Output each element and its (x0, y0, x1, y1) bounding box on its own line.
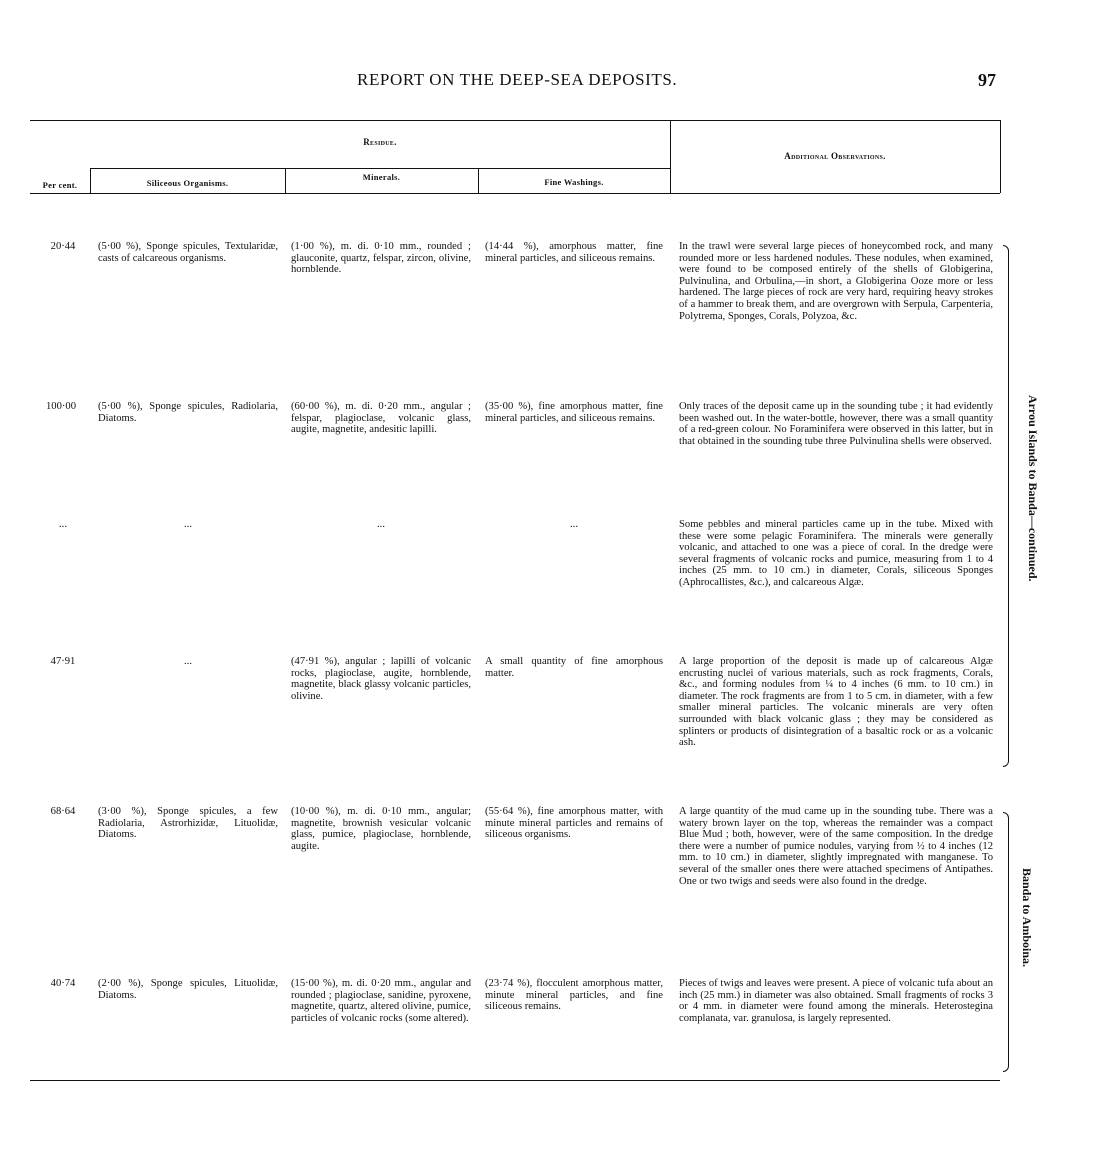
row2-fine-washings: (35·00 %), fine amorphous matter, fine mineral particles, and siliceous remains. (485, 401, 663, 424)
group2-brace (1003, 812, 1009, 1072)
row3-minerals: ... (377, 519, 385, 530)
row3-per-cent: ... (59, 519, 67, 530)
row4-minerals: (47·91 %), angular ; lapilli of volcanic rocks, plagioclase, augite, hornblende, magnetite, black glassy volcanic particles, olivine. (291, 656, 471, 702)
side-label-group2: Banda to Amboina. (1020, 868, 1034, 968)
row4-per-cent: 47·91 (50, 656, 76, 667)
row3-fine-washings: ... (570, 519, 578, 530)
row1-minerals: (1·00 %), m. di. 0·10 mm., rounded ; glauconite, quartz, felspar, zircon, olivine, hornblende. (291, 241, 471, 276)
row1-siliceous: (5·00 %), Sponge spicules, Textularidæ, casts of calcareous organisms. (98, 241, 278, 264)
row3-observations: Some pebbles and mineral particles came up in the tube. Mixed with these were some pelagic Foraminifera. The minerals were generally volcanic, and attached to one was a piece of coral. In the dredge were several fragments of volcanic rocks and pumice, measuring from 1 to 4 inches (25 mm. to 10 cm.) in diameter, Corals, siliceous Sponges (Aphrocallistes, &c.), and calcareous Algæ. (679, 519, 993, 588)
running-head (0, 64, 1100, 98)
row5-minerals: (10·00 %), m. di. 0·10 mm., angular; magnetite, brownish vesicular volcanic glass, pumice, plagioclase, hornblende, augite. (291, 806, 471, 852)
row2-observations: Only traces of the deposit came up in the sounding tube ; it had evidently been washed out. In the water-bottle, however, there was a small quantity of a red-green colour. No Foraminifera were observed in this latter, but in that obtained in the sounding tube three Pulvinulina shells were observed. (679, 401, 993, 447)
row4-fine-washings: A small quantity of fine amorphous matter. (485, 656, 663, 679)
header-fine-washings: Fine Washings. (544, 177, 604, 187)
table-bottom-rule (30, 1080, 1000, 1081)
header-bottom-rule (30, 193, 1000, 194)
row6-fine-washings: (23·74 %), flocculent amorphous matter, minute mineral particles, and fine siliceous remains. (485, 978, 663, 1013)
residue-underline (90, 168, 670, 169)
row5-siliceous: (3·00 %), Sponge spicules, a few Radiolaria, Astrorhizidæ, Lituolidæ, Diatoms. (98, 806, 278, 841)
col-divider-5 (1000, 120, 1001, 193)
table-top-rule (30, 120, 1000, 121)
header-minerals: Minerals. (362, 172, 401, 182)
row6-minerals: (15·00 %), m. di. 0·20 mm., angular and rounded ; plagioclase, sanidine, pyroxene, magnetite, quartz, altered olivine, pumice, particles of volcanic rocks (some altered). (291, 978, 471, 1024)
row6-observations: Pieces of twigs and leaves were present. A piece of volcanic tufa about an inch (25 mm.) in diameter was also obtained. Small fragments of rocks 3 or 4 mm. in diameter were found among the minerals. Heterostegina complanata, var. granulosa, is largely represented. (679, 978, 993, 1024)
header-additional-observations: Additional Observations. (784, 151, 886, 161)
row5-observations: A large quantity of the mud came up in the sounding tube. There was a watery brown layer on the top, whereas the remainder was a compact Blue Mud ; both, however, were of the same composition. In the dredge there were a number of pumice nodules, varying from ½ to 4 inches (12 mm. to 10 cm.) in diameter, slightly impregnated with manganese. To several of the smaller ones there were attached specimens of Antipathes. One or two twigs and seeds were also found in the dredge. (679, 806, 993, 887)
group1-brace (1003, 245, 1009, 767)
row1-per-cent: 20·44 (50, 241, 76, 252)
header-siliceous-organisms: Siliceous Organisms. (146, 178, 229, 188)
row6-per-cent: 40·74 (50, 978, 76, 989)
row2-siliceous: (5·00 %), Sponge spicules, Radiolaria, Diatoms. (98, 401, 278, 424)
header-residue: Residue. (363, 137, 397, 147)
page-number: 97 (978, 70, 996, 90)
row5-per-cent: 68·64 (50, 806, 76, 817)
row6-siliceous: (2·00 %), Sponge spicules, Lituolidæ, Diatoms. (98, 978, 278, 1001)
row1-fine-washings: (14·44 %), amorphous matter, fine mineral particles, and siliceous remains. (485, 241, 663, 264)
row2-minerals: (60·00 %), m. di. 0·20 mm., angular ; felspar, plagioclase, volcanic glass, augite, magnetite, andesitic lapilli. (291, 401, 471, 436)
side-label-group1: Arrou Islands to Banda—continued. (1026, 395, 1040, 582)
row3-siliceous: ... (184, 519, 192, 530)
row5-fine-washings: (55·64 %), fine amorphous matter, with minute mineral particles and remains of siliceous organisms. (485, 806, 663, 841)
row2-per-cent: 100·00 (45, 401, 76, 412)
row4-siliceous: ... (184, 656, 192, 667)
row1-observations: In the trawl were several large pieces of honeycombed rock, and many rounded more or less hardened nodules. These nodules, when examined, were found to be composed entirely of the shells of Globigerina, Pulvinulina, and Orbulina,—in short, a Globigerina Ooze more or less hardened. The large pieces of rock are very hard, requiring heavy strokes of a hammer to break them, and are overgrown with Serpula, Carpenteria, Polytrema, Sponges, Corals, Polyzoa, &c. (679, 241, 993, 322)
header-per-cent: Per cent. (42, 180, 78, 190)
running-title: REPORT ON THE DEEP-SEA DEPOSITS. (357, 70, 678, 89)
row4-observations: A large proportion of the deposit is made up of calcareous Algæ encrusting nuclei of various materials, such as rock fragments, Corals, &c., and forming nodules from ¼ to 4 inches (6 mm. to 10 cm.) in diameter. The rock fragments are from 1 to 5 cm. in diameter, with a few smaller mineral particles. The volcanic minerals are very often surrounded with black volcanic glass ; they may be considered as splinters or products of disintegration of a basaltic rock or as a volcanic ash. (679, 656, 993, 749)
